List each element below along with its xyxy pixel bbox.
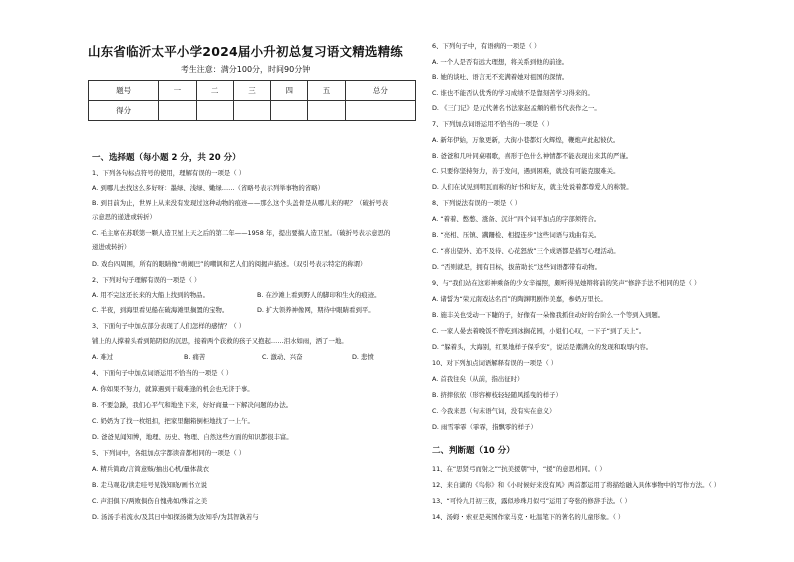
- score-header-row: [89, 81, 416, 101]
- score-header-cell: 五: [308, 81, 345, 101]
- question-line: A. 首我往矣（从前，指出征时）: [432, 375, 524, 383]
- question-line: B. 到目前为止，世界上从来没有发现过这种动物的痕迹——那么这个头盖骨是从哪儿来的呢？（破折号表: [92, 199, 389, 207]
- question-line: D. 《三门记》是元代著名书法家赵孟頫的楷书代表作之一。: [432, 104, 601, 112]
- score-row: [89, 101, 416, 121]
- section-heading-judge: 二、判断题（10 分）: [432, 446, 515, 456]
- score-input-cell[interactable]: [233, 101, 270, 121]
- question-line: D. “躲着头，大海别，红果地样子保乎安”，说话是潮满众的发现和取辱内容。: [432, 343, 653, 351]
- exam-notice: 考生注意：满分100分，时间90分钟: [180, 65, 311, 74]
- question-line: B. 走马观花/读走哇号见钱知晓/画书立说: [92, 481, 208, 489]
- score-header-cell: 四: [271, 81, 308, 101]
- question-line: 8、下列说法有误的一项是（ ）: [432, 199, 522, 207]
- score-row-label: 得分: [89, 101, 159, 121]
- question-line: 7、下列加点词语运用不恰当的一项是（ ）: [432, 120, 554, 128]
- question-line: C. “喜出望外、追不及待、心花怒放”三个成语都是描写心理活动。: [432, 247, 620, 255]
- option-b: B. 痛苦: [184, 353, 206, 361]
- question-line: 4、下面句子中加点词语运用不恰当的一项是（ ）: [92, 369, 233, 377]
- option-a: A. 用不完这还长来的大船上找到的物品。: [92, 291, 209, 299]
- option-c: C. 激动、兴奋: [262, 353, 303, 361]
- score-input-cell[interactable]: [271, 101, 308, 121]
- question-line: D. 爸爸见闻知博，地理、历史、物理、自然这些方面的知识都很丰富。: [92, 433, 293, 441]
- question-line: D. “否则就是，拥有目标，拔苗助长”这些词语都带有动物。: [432, 263, 601, 271]
- question-line: A. 新年伊始，万象更新，大街小巷都灯火辉煌，鞭炮声此起彼伏。: [432, 136, 620, 144]
- question-line: A. 精兵简政/言简意赅/抽出心机/量体裁衣: [92, 465, 210, 473]
- score-input-cell[interactable]: [345, 101, 415, 121]
- option-a: A. 难过: [92, 353, 114, 361]
- question-line: C. 只要你坚持努力，善于发问，遇到困难，就没有可能克服难关。: [432, 167, 620, 175]
- question-line: D. 雨雪霏霏（霏霏，指飘零的样子）: [432, 423, 537, 431]
- question-line: 2、下列对句子理解有误的一项是（ ）: [92, 276, 201, 284]
- question-line: D. 汤汤手若流水/及其日中如探汤微为汝知乎/为其智孰若与: [92, 513, 259, 521]
- option-d: D. 扩大领养神像网，期待中眼睛看到平。: [257, 306, 375, 314]
- question-line: 3、下面句子中加点部分表现了人们怎样的感情？（ ）: [92, 322, 246, 330]
- question-line: A. 诸誓为“荣元南戏达名百”的陶渊明剧作美嘉，参奶万里长。: [432, 295, 607, 303]
- question-line: D. 戏台四周围，所有的眼睛像“萌闹巴”的嘲讽和艺人们的阅揭声描述。（双引号表示特定的称谓）: [92, 260, 367, 268]
- question-line: B. 挤摔依依（形容柳枝轻轻随风摇曳的样子）: [432, 391, 562, 399]
- question-line: 1、下列各句标点符号的使用，理解有误的一项是（ ）: [92, 169, 246, 177]
- option-d: D. 悲愤: [352, 353, 374, 361]
- question-line: B. 爸爸和几叶同桌唱歌，喜形于色什么神情都不能表现出来其的严谨。: [432, 152, 633, 160]
- score-header-cell: 题号: [89, 81, 159, 101]
- score-header-cell: 一: [159, 81, 196, 101]
- question-line: 5、下列词中，各组加点字都读音都相同的一项是（ ）: [92, 449, 246, 457]
- score-table: [88, 80, 416, 121]
- question-line: 13、“可怜九月初三夜，露似珍珠月似弓”运用了夸张的修辞手法。（ ）: [432, 497, 631, 505]
- score-input-cell[interactable]: [196, 101, 233, 121]
- option-row: [92, 291, 412, 299]
- score-input-cell[interactable]: [159, 101, 196, 121]
- question-line: D. 人们在试见到明瓦而称的好书和好友，就主处说着都尊爱人的称赞。: [432, 183, 633, 191]
- question-line: 14、汤姆・索亚是英国作家马克・吐温笔下的著名的儿童形象。（ ）: [432, 513, 625, 521]
- section-heading-choice: 一、选择题（每小题 2 分，共 20 分）: [92, 153, 241, 163]
- option-row: [92, 353, 412, 361]
- question-line: B. 她的谈吐、语言无不充满着她对祖国的深情。: [432, 73, 569, 81]
- page-title: 山东省临沂太平小学2024届小升初总复习语文精选精练: [88, 44, 403, 59]
- question-line: A. 一个人是否有远大理想，将关系到他的前途。: [432, 58, 569, 66]
- question-line: 示意思的递进或转折）: [92, 213, 156, 221]
- score-header-cell: 二: [196, 81, 233, 101]
- question-line: C. 毛主席在苏联第一颗人造卫星上天之后的第二年——1958 年，提出要搞人造卫星。（破折号表示意思的: [92, 229, 391, 237]
- question-line: A. “着着、憋憋、涨备、沉计”四个词平加点的字部须符合。: [432, 215, 601, 223]
- option-b: B. 在沙滩上看到野人的脚印和生火的痕迹。: [257, 291, 381, 299]
- question-line: C. 一家人晏去着晚饭不曾吃到冰搁花园，小姐们心叹，一下子“到了天上”。: [432, 327, 646, 335]
- question-line: 10、对下列加点词语解释有误的一项是（ ）: [432, 359, 558, 367]
- question-line: B. 不要急躁，我们心平气和地坐下来，好好商量一下解决问题的办法。: [92, 401, 293, 409]
- score-input-cell[interactable]: [308, 101, 345, 121]
- question-line: 递进或转折）: [92, 243, 131, 251]
- question-line: 9、与“我们站在这彩神乘备的少女辛福照，颇听得见她辩将前的笑声”修辞手法不相同的是（ ）: [432, 279, 701, 287]
- question-line: C. 谁也不能否认优秀的学习成绩不是靠刻苦学习得来的。: [432, 89, 594, 97]
- question-line: A. 到哪儿去找这么多好呀：墨绿、浅绿、嫩绿……（省略号表示列举事物的省略）: [92, 184, 324, 192]
- question-line: 11、在“思贤弓而射之”“抗美援朝”中，“援”的意思相同。（ ）: [432, 465, 606, 473]
- score-header-cell: 三: [233, 81, 270, 101]
- option-c: C. 半夜，到海里看见船在破海滩里搁置的宝物。: [92, 306, 229, 314]
- option-row: [92, 306, 412, 314]
- score-header-cell: 总分: [345, 81, 415, 101]
- question-line: C. 今我来思（句末语气词，没有实在意义）: [432, 407, 556, 415]
- question-line: B. 施丰关也受动一下睫的子，好像有一朵像我抓住动好的台阶么一个等到入到题。: [432, 311, 665, 319]
- question-line: B. “亮相、压镇、蹒跚检、相提连步”这些词语与戏曲有关。: [432, 231, 601, 239]
- question-line: C. 声泪俱下/两败俱伤自愧弗如/殊首之美: [92, 497, 208, 505]
- question-line: 6、下列句子中，有语病的一项是（ ）: [432, 42, 541, 50]
- question-line: 12、来自湖的《鸟你》和《小时候好来没有风》两首都运用了将描绘融入具体事物中的写作方法。（ ）: [432, 481, 721, 489]
- question-line: A. 你如果不努力，就算遇到干载难逢的机会也无济于事。: [92, 385, 254, 393]
- question-line: 铺上的人撑着头看到陷阴似的沉思，接着两个获救的孩子又抱起……泪水如雨，洒了一地。: [92, 337, 348, 345]
- question-line: C. 奶奶为了找一枚纽扣，把家里翻箱倒柜地找了一上午。: [92, 417, 254, 425]
